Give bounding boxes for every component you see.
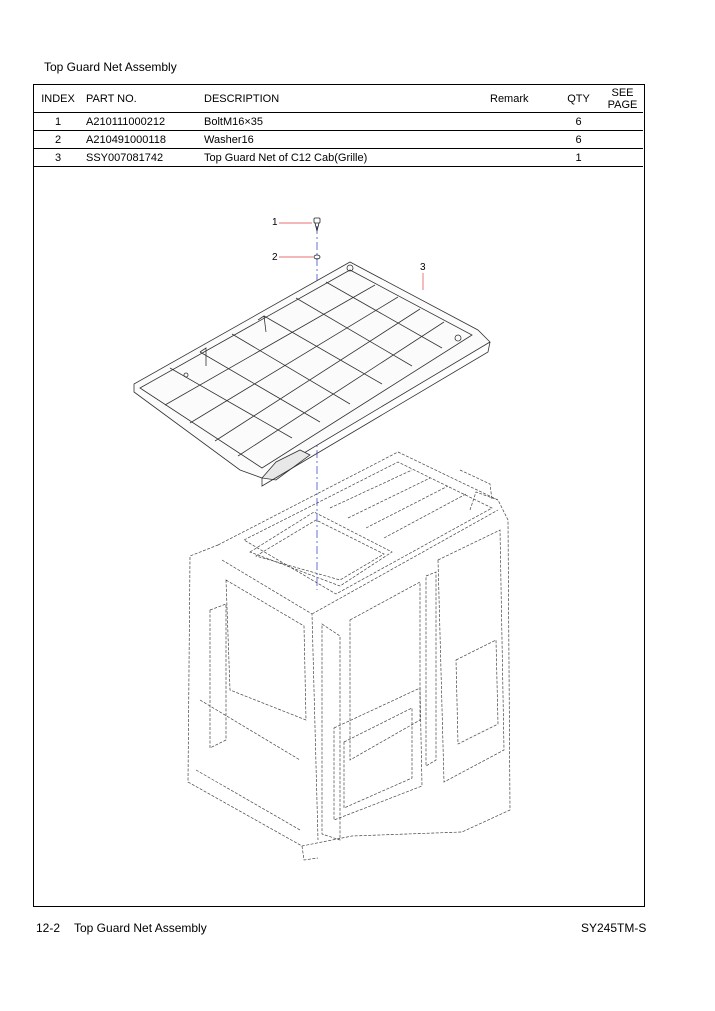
row-description: Top Guard Net of C12 Cab(Grille): [200, 149, 472, 167]
footer-model: SY245TM-S: [581, 921, 647, 935]
page-title: Top Guard Net Assembly: [44, 60, 177, 74]
callout-1: [272, 217, 312, 228]
header-see-page: SEE PAGE: [602, 85, 643, 113]
row-part-no: SSY007081742: [82, 149, 200, 167]
svg-text:3: 3: [420, 262, 426, 273]
row-index: 3: [34, 149, 82, 167]
header-remark: Remark: [472, 85, 555, 113]
row-qty: 1: [555, 149, 602, 167]
row-qty: 6: [555, 131, 602, 149]
header-description: DESCRIPTION: [200, 85, 472, 113]
footer-section-title: Top Guard Net Assembly: [74, 921, 207, 935]
callout-3: [420, 262, 426, 290]
row-description: Washer16: [200, 131, 472, 149]
row-index: 2: [34, 131, 82, 149]
row-description: BoltM16×35: [200, 113, 472, 131]
callout-2: [272, 252, 313, 263]
svg-text:2: 2: [272, 252, 278, 263]
header-part-no: PART NO.: [82, 85, 200, 113]
row-part-no: A210111000212: [82, 113, 200, 131]
row-qty: 6: [555, 113, 602, 131]
footer-page-number: 12-2: [36, 921, 61, 935]
header-index: INDEX: [34, 85, 82, 113]
row-index: 1: [34, 113, 82, 131]
svg-text:1: 1: [272, 217, 278, 228]
header-qty: QTY: [555, 85, 602, 113]
cab-frame-drawing: [188, 452, 510, 860]
row-part-no: A210491000118: [82, 131, 200, 149]
top-guard-net-drawing: [134, 262, 490, 486]
